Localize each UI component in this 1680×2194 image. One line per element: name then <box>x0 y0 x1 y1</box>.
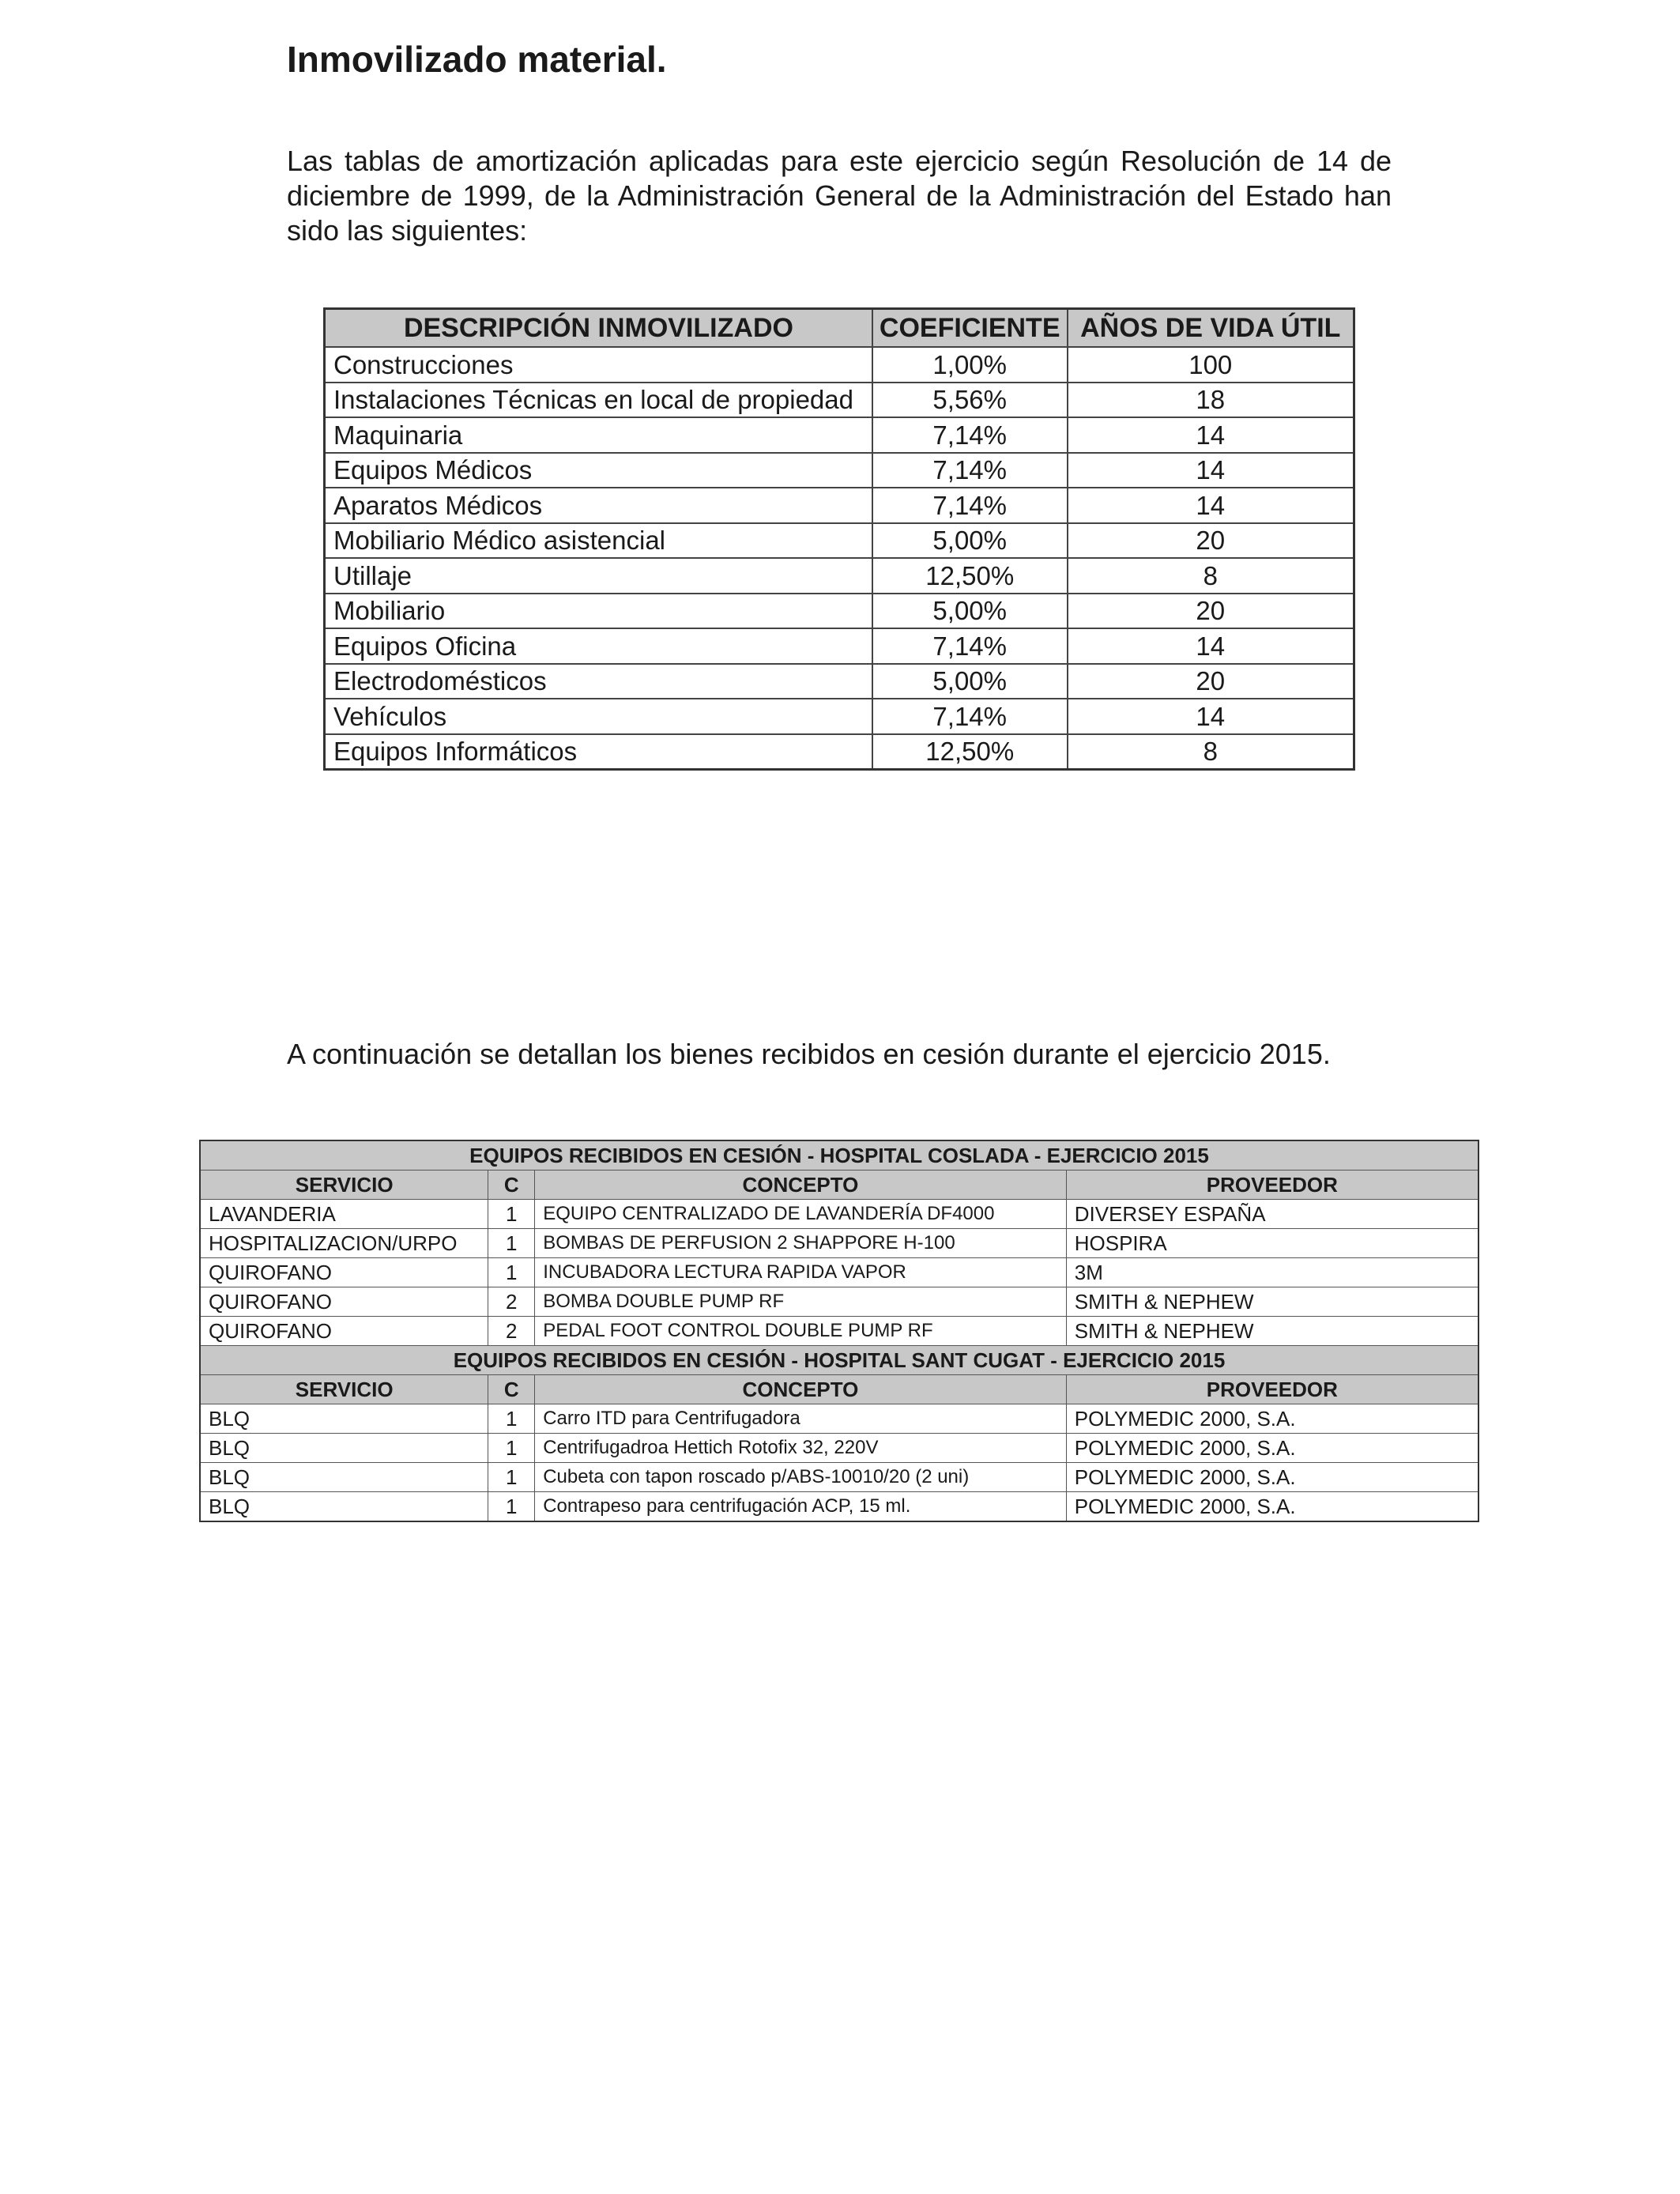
cesion-header-row <box>200 1171 1478 1200</box>
cesion-servicio-cell: LAVANDERIA <box>200 1200 488 1229</box>
amortization-row <box>325 734 1354 770</box>
amortization-years-cell: 14 <box>1068 417 1354 453</box>
cesion-row <box>200 1200 1478 1229</box>
page-title: Inmovilizado material. <box>287 39 667 80</box>
cesion-c-cell: 1 <box>488 1229 535 1258</box>
amortization-description-cell: Equipos Oficina <box>325 628 872 664</box>
amortization-description-cell: Equipos Médicos <box>325 453 872 488</box>
cesion-section-title-row <box>200 1346 1478 1375</box>
cesion-row <box>200 1229 1478 1258</box>
amortization-row <box>325 347 1354 383</box>
amortization-coef-cell: 5,00% <box>872 523 1068 559</box>
header-proveedor: PROVEEDOR <box>1066 1375 1478 1404</box>
amortization-description-cell: Vehículos <box>325 699 872 734</box>
cesion-servicio-cell: BLQ <box>200 1434 488 1463</box>
amortization-coef-cell: 7,14% <box>872 488 1068 523</box>
cesion-concepto-cell: Centrifugadroa Hettich Rotofix 32, 220V <box>535 1434 1067 1463</box>
amortization-row <box>325 417 1354 453</box>
cesion-c-cell: 1 <box>488 1404 535 1434</box>
amortization-description-cell: Equipos Informáticos <box>325 734 872 770</box>
amortization-coef-cell: 7,14% <box>872 417 1068 453</box>
cesion-concepto-cell: PEDAL FOOT CONTROL DOUBLE PUMP RF <box>535 1317 1067 1346</box>
header-description: DESCRIPCIÓN INMOVILIZADO <box>325 309 872 348</box>
amortization-years-cell: 8 <box>1068 558 1354 594</box>
amortization-row <box>325 453 1354 488</box>
cesion-table <box>199 1140 1479 1522</box>
amortization-coef-cell: 12,50% <box>872 734 1068 770</box>
amortization-years-cell: 14 <box>1068 453 1354 488</box>
amortization-coef-cell: 5,00% <box>872 664 1068 699</box>
cesion-servicio-cell: QUIROFANO <box>200 1287 488 1317</box>
cesion-row <box>200 1492 1478 1522</box>
header-c: C <box>488 1171 535 1200</box>
amortization-body <box>325 347 1354 770</box>
header-years: AÑOS DE VIDA ÚTIL <box>1068 309 1354 348</box>
amortization-coef-cell: 7,14% <box>872 628 1068 664</box>
header-proveedor: PROVEEDOR <box>1066 1171 1478 1200</box>
amortization-coef-cell: 5,56% <box>872 383 1068 418</box>
cesion-body <box>200 1140 1478 1521</box>
header-servicio: SERVICIO <box>200 1375 488 1404</box>
amortization-row <box>325 664 1354 699</box>
cesion-proveedor-cell: 3M <box>1066 1258 1478 1287</box>
cesion-section-title: EQUIPOS RECIBIDOS EN CESIÓN - HOSPITAL COSLADA - EJERCICIO 2015 <box>200 1140 1478 1171</box>
amortization-table <box>323 307 1355 771</box>
cesion-c-cell: 2 <box>488 1317 535 1346</box>
cesion-row <box>200 1463 1478 1492</box>
amortization-description-cell: Utillaje <box>325 558 872 594</box>
header-servicio: SERVICIO <box>200 1171 488 1200</box>
cesion-header-row <box>200 1375 1478 1404</box>
cesion-c-cell: 1 <box>488 1258 535 1287</box>
cesion-section-title-row <box>200 1140 1478 1171</box>
amortization-row <box>325 558 1354 594</box>
cesion-c-cell: 1 <box>488 1434 535 1463</box>
header-concepto: CONCEPTO <box>535 1171 1067 1200</box>
amortization-years-cell: 20 <box>1068 664 1354 699</box>
cesion-concepto-cell: Cubeta con tapon roscado p/ABS-10010/20 (2 uni) <box>535 1463 1067 1492</box>
amortization-row <box>325 488 1354 523</box>
cesion-concepto-cell: BOMBA DOUBLE PUMP RF <box>535 1287 1067 1317</box>
cesion-servicio-cell: BLQ <box>200 1463 488 1492</box>
cesion-proveedor-cell: POLYMEDIC 2000, S.A. <box>1066 1404 1478 1434</box>
amortization-coef-cell: 5,00% <box>872 594 1068 629</box>
amortization-years-cell: 20 <box>1068 594 1354 629</box>
amortization-description-cell: Aparatos Médicos <box>325 488 872 523</box>
cesion-proveedor-cell: DIVERSEY ESPAÑA <box>1066 1200 1478 1229</box>
cesion-proveedor-cell: SMITH & NEPHEW <box>1066 1287 1478 1317</box>
cesion-proveedor-cell: POLYMEDIC 2000, S.A. <box>1066 1463 1478 1492</box>
cesion-row <box>200 1404 1478 1434</box>
amortization-years-cell: 8 <box>1068 734 1354 770</box>
amortization-row <box>325 523 1354 559</box>
cesion-row <box>200 1317 1478 1346</box>
cesion-proveedor-cell: POLYMEDIC 2000, S.A. <box>1066 1492 1478 1522</box>
cesion-concepto-cell: Carro ITD para Centrifugadora <box>535 1404 1067 1434</box>
amortization-description-cell: Mobiliario <box>325 594 872 629</box>
amortization-row <box>325 699 1354 734</box>
cesion-servicio-cell: HOSPITALIZACION/URPO <box>200 1229 488 1258</box>
amortization-years-cell: 100 <box>1068 347 1354 383</box>
cesion-row <box>200 1434 1478 1463</box>
amortization-years-cell: 14 <box>1068 488 1354 523</box>
amortization-row <box>325 628 1354 664</box>
amortization-coef-cell: 7,14% <box>872 453 1068 488</box>
header-coeficiente: COEFICIENTE <box>872 309 1068 348</box>
cesion-concepto-cell: EQUIPO CENTRALIZADO DE LAVANDERÍA DF4000 <box>535 1200 1067 1229</box>
amortization-description-cell: Instalaciones Técnicas en local de propiedad <box>325 383 872 418</box>
cesion-proveedor-cell: SMITH & NEPHEW <box>1066 1317 1478 1346</box>
cesion-servicio-cell: BLQ <box>200 1404 488 1434</box>
cesion-c-cell: 2 <box>488 1287 535 1317</box>
cesion-concepto-cell: Contrapeso para centrifugación ACP, 15 ml. <box>535 1492 1067 1522</box>
amortization-years-cell: 14 <box>1068 699 1354 734</box>
cesion-c-cell: 1 <box>488 1463 535 1492</box>
cesion-servicio-cell: QUIROFANO <box>200 1317 488 1346</box>
amortization-description-cell: Electrodomésticos <box>325 664 872 699</box>
cesion-row <box>200 1287 1478 1317</box>
amortization-years-cell: 20 <box>1068 523 1354 559</box>
amortization-coef-cell: 7,14% <box>872 699 1068 734</box>
cesion-proveedor-cell: POLYMEDIC 2000, S.A. <box>1066 1434 1478 1463</box>
cesion-servicio-cell: QUIROFANO <box>200 1258 488 1287</box>
header-c: C <box>488 1375 535 1404</box>
header-concepto: CONCEPTO <box>535 1375 1067 1404</box>
cesion-servicio-cell: BLQ <box>200 1492 488 1522</box>
intro-paragraph: Las tablas de amortización aplicadas para este ejercicio según Resolución de 14 de diciembre de 1999, de la Administración General de la Administración del Estado han sido las siguientes: <box>287 145 1392 247</box>
cesion-intro-paragraph: A continuación se detallan los bienes recibidos en cesión durante el ejercicio 2015. <box>287 1038 1331 1070</box>
amortization-years-cell: 14 <box>1068 628 1354 664</box>
cesion-proveedor-cell: HOSPIRA <box>1066 1229 1478 1258</box>
amortization-row <box>325 383 1354 418</box>
amortization-description-cell: Maquinaria <box>325 417 872 453</box>
amortization-coef-cell: 12,50% <box>872 558 1068 594</box>
amortization-description-cell: Mobiliario Médico asistencial <box>325 523 872 559</box>
amortization-years-cell: 18 <box>1068 383 1354 418</box>
amortization-row <box>325 594 1354 629</box>
cesion-c-cell: 1 <box>488 1200 535 1229</box>
cesion-concepto-cell: INCUBADORA LECTURA RAPIDA VAPOR <box>535 1258 1067 1287</box>
amortization-coef-cell: 1,00% <box>872 347 1068 383</box>
cesion-section-title: EQUIPOS RECIBIDOS EN CESIÓN - HOSPITAL SANT CUGAT - EJERCICIO 2015 <box>200 1346 1478 1375</box>
cesion-concepto-cell: BOMBAS DE PERFUSION 2 SHAPPORE H-100 <box>535 1229 1067 1258</box>
amortization-description-cell: Construcciones <box>325 347 872 383</box>
amortization-header-row <box>325 309 1354 348</box>
cesion-row <box>200 1258 1478 1287</box>
cesion-c-cell: 1 <box>488 1492 535 1522</box>
